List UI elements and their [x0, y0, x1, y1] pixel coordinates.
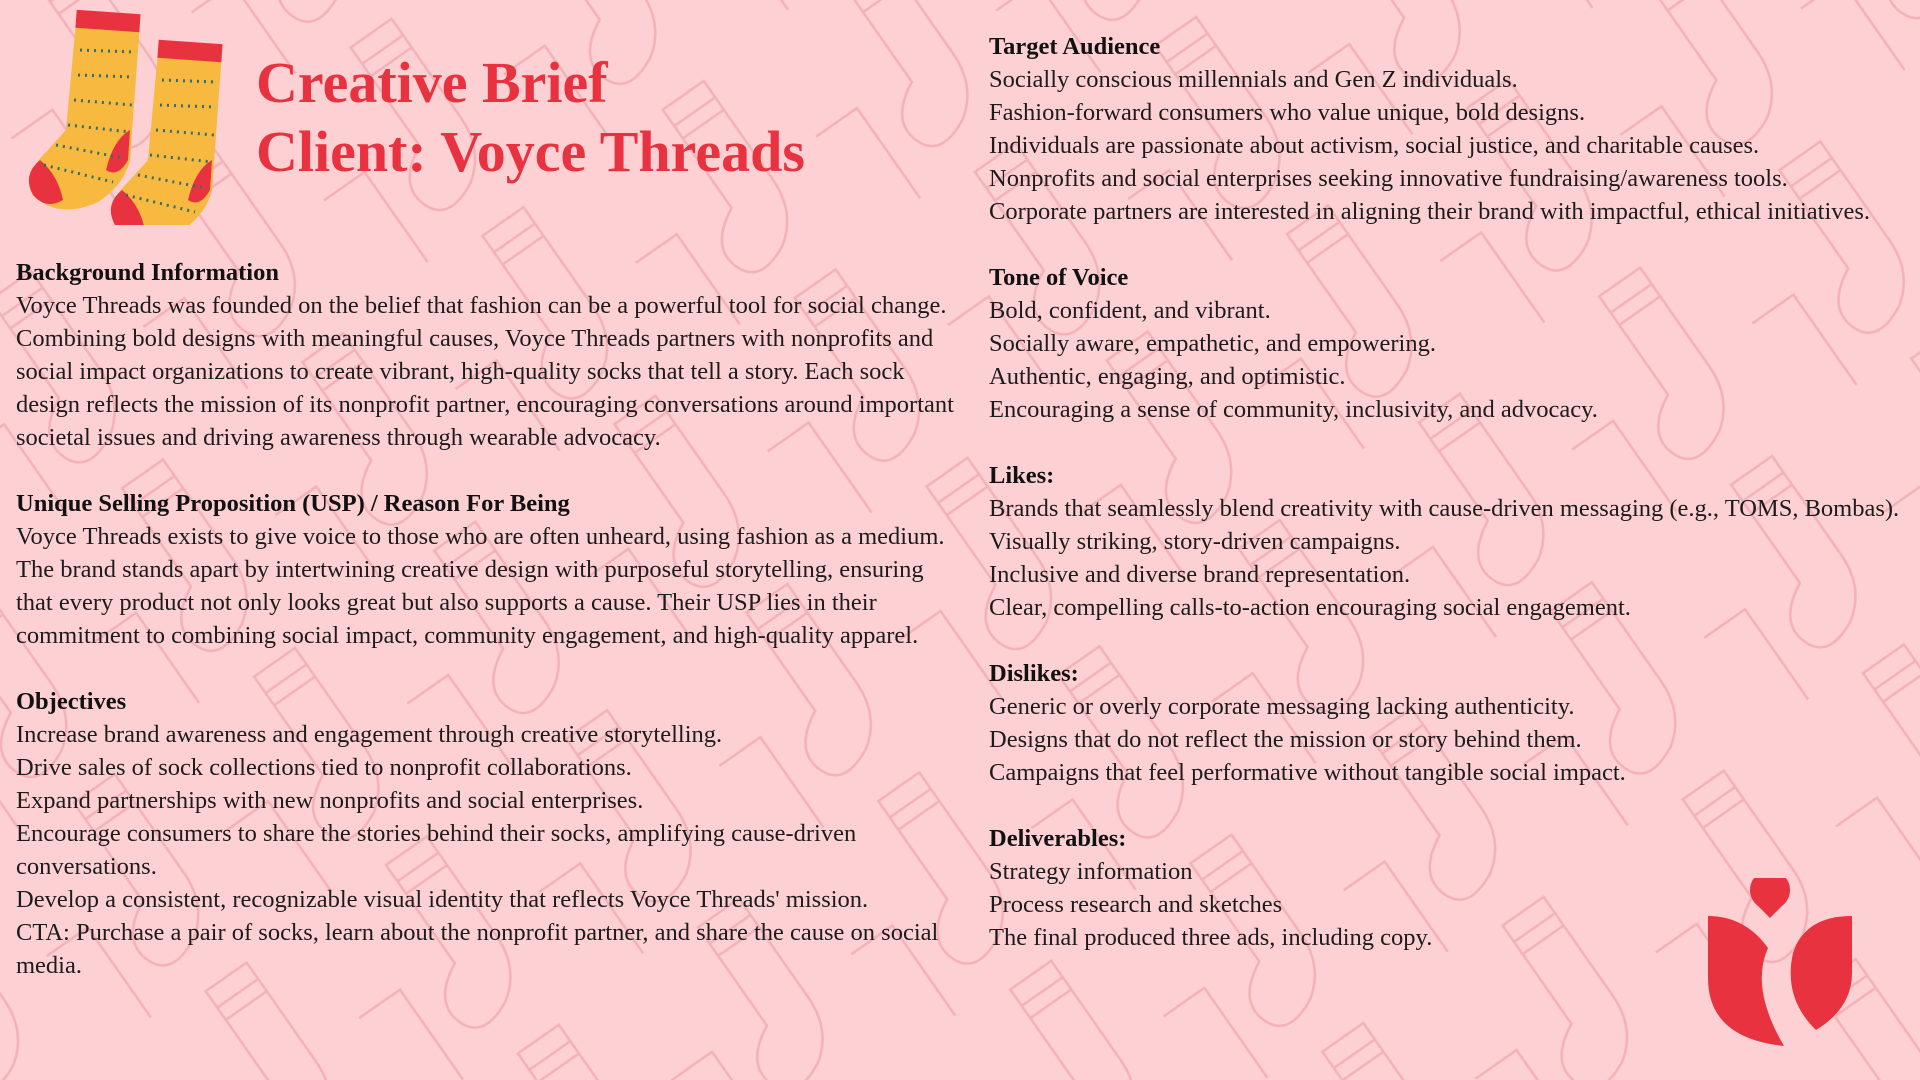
section-line: Socially conscious millennials and Gen Z individuals.: [989, 66, 1518, 93]
section-tone-of-voice: [989, 261, 1904, 426]
tulip-logo-icon: [1700, 878, 1860, 1050]
title-line-2: Client: Voyce Threads: [256, 119, 805, 184]
section-line: Bold, confident, and vibrant.: [989, 297, 1271, 324]
section-line: Authentic, engaging, and optimistic.: [989, 363, 1346, 390]
section-line: Encouraging a sense of community, inclusivity, and advocacy.: [989, 396, 1598, 423]
section-line: Voyce Threads exists to give voice to those who are often unheard, using fashion as a medium. The brand stands apart by intertwining creative design with purposeful storytelling, ensuring that every product not only looks great but also supports a cause. Their USP lies in their commitment to combining social impact, community engagement, and high-quality apparel.: [16, 523, 945, 649]
section-line: Develop a consistent, recognizable visual identity that reflects Voyce Threads' mission.: [16, 886, 869, 913]
right-column: [989, 30, 1904, 987]
section-heading: Target Audience: [989, 33, 1161, 60]
section-line: Voyce Threads was founded on the belief that fashion can be a powerful tool for social change. Combining bold designs with meaningful causes, Voyce Threads partners with nonprofits and social impact organizations to create vibrant, high-quality socks that tell a story. Each sock design reflects the mission of its nonprofit partner, encouraging conversations around important societal issues and driving awareness through wearable advocacy.: [16, 292, 954, 451]
section-line: Fashion-forward consumers who value unique, bold designs.: [989, 99, 1586, 126]
section-background-information: [16, 256, 966, 454]
section-line: Encourage consumers to share the stories behind their socks, amplifying cause-driven conversations.: [16, 820, 857, 880]
section-line: Generic or overly corporate messaging lacking authenticity.: [989, 693, 1575, 720]
section-line: The final produced three ads, including copy.: [989, 924, 1433, 951]
section-line: Campaigns that feel performative without tangible social impact.: [989, 759, 1626, 786]
section-unique-selling-proposition-usp-reason-for-being: [16, 487, 966, 652]
section-line: Brands that seamlessly blend creativity with cause-driven messaging (e.g., TOMS, Bombas).: [989, 495, 1900, 522]
section-heading: Deliverables:: [989, 825, 1127, 852]
section-heading: Background Information: [16, 259, 279, 286]
section-line: Increase brand awareness and engagement through creative storytelling.: [16, 721, 723, 748]
section-line: Visually striking, story-driven campaigns.: [989, 528, 1401, 555]
section-line: CTA: Purchase a pair of socks, learn about the nonprofit partner, and share the cause on social media.: [16, 919, 939, 979]
left-column: [16, 256, 966, 1015]
section-line: Inclusive and diverse brand representation.: [989, 561, 1411, 588]
section-heading: Likes:: [989, 462, 1055, 489]
section-line: Corporate partners are interested in aligning their brand with impactful, ethical initiatives.: [989, 198, 1871, 225]
section-dislikes: [989, 657, 1904, 789]
section-line: Drive sales of sock collections tied to nonprofit collaborations.: [16, 754, 632, 781]
socks-icon: [18, 10, 228, 225]
section-target-audience: [989, 30, 1904, 228]
section-likes: [989, 459, 1904, 624]
section-heading: Unique Selling Proposition (USP) / Reason For Being: [16, 490, 570, 517]
title-line-1: Creative Brief: [256, 50, 608, 115]
section-line: Process research and sketches: [989, 891, 1283, 918]
section-heading: Objectives: [16, 688, 127, 715]
section-line: Individuals are passionate about activism, social justice, and charitable causes.: [989, 132, 1760, 159]
section-heading: Tone of Voice: [989, 264, 1129, 291]
section-line: Expand partnerships with new nonprofits and social enterprises.: [16, 787, 644, 814]
page-title: [256, 48, 805, 186]
section-line: Designs that do not reflect the mission or story behind them.: [989, 726, 1582, 753]
section-line: Nonprofits and social enterprises seeking innovative fundraising/awareness tools.: [989, 165, 1788, 192]
section-heading: Dislikes:: [989, 660, 1079, 687]
section-line: Clear, compelling calls-to-action encouraging social engagement.: [989, 594, 1631, 621]
section-line: Strategy information: [989, 858, 1193, 885]
section-line: Socially aware, empathetic, and empowering.: [989, 330, 1436, 357]
section-objectives: [16, 685, 966, 982]
